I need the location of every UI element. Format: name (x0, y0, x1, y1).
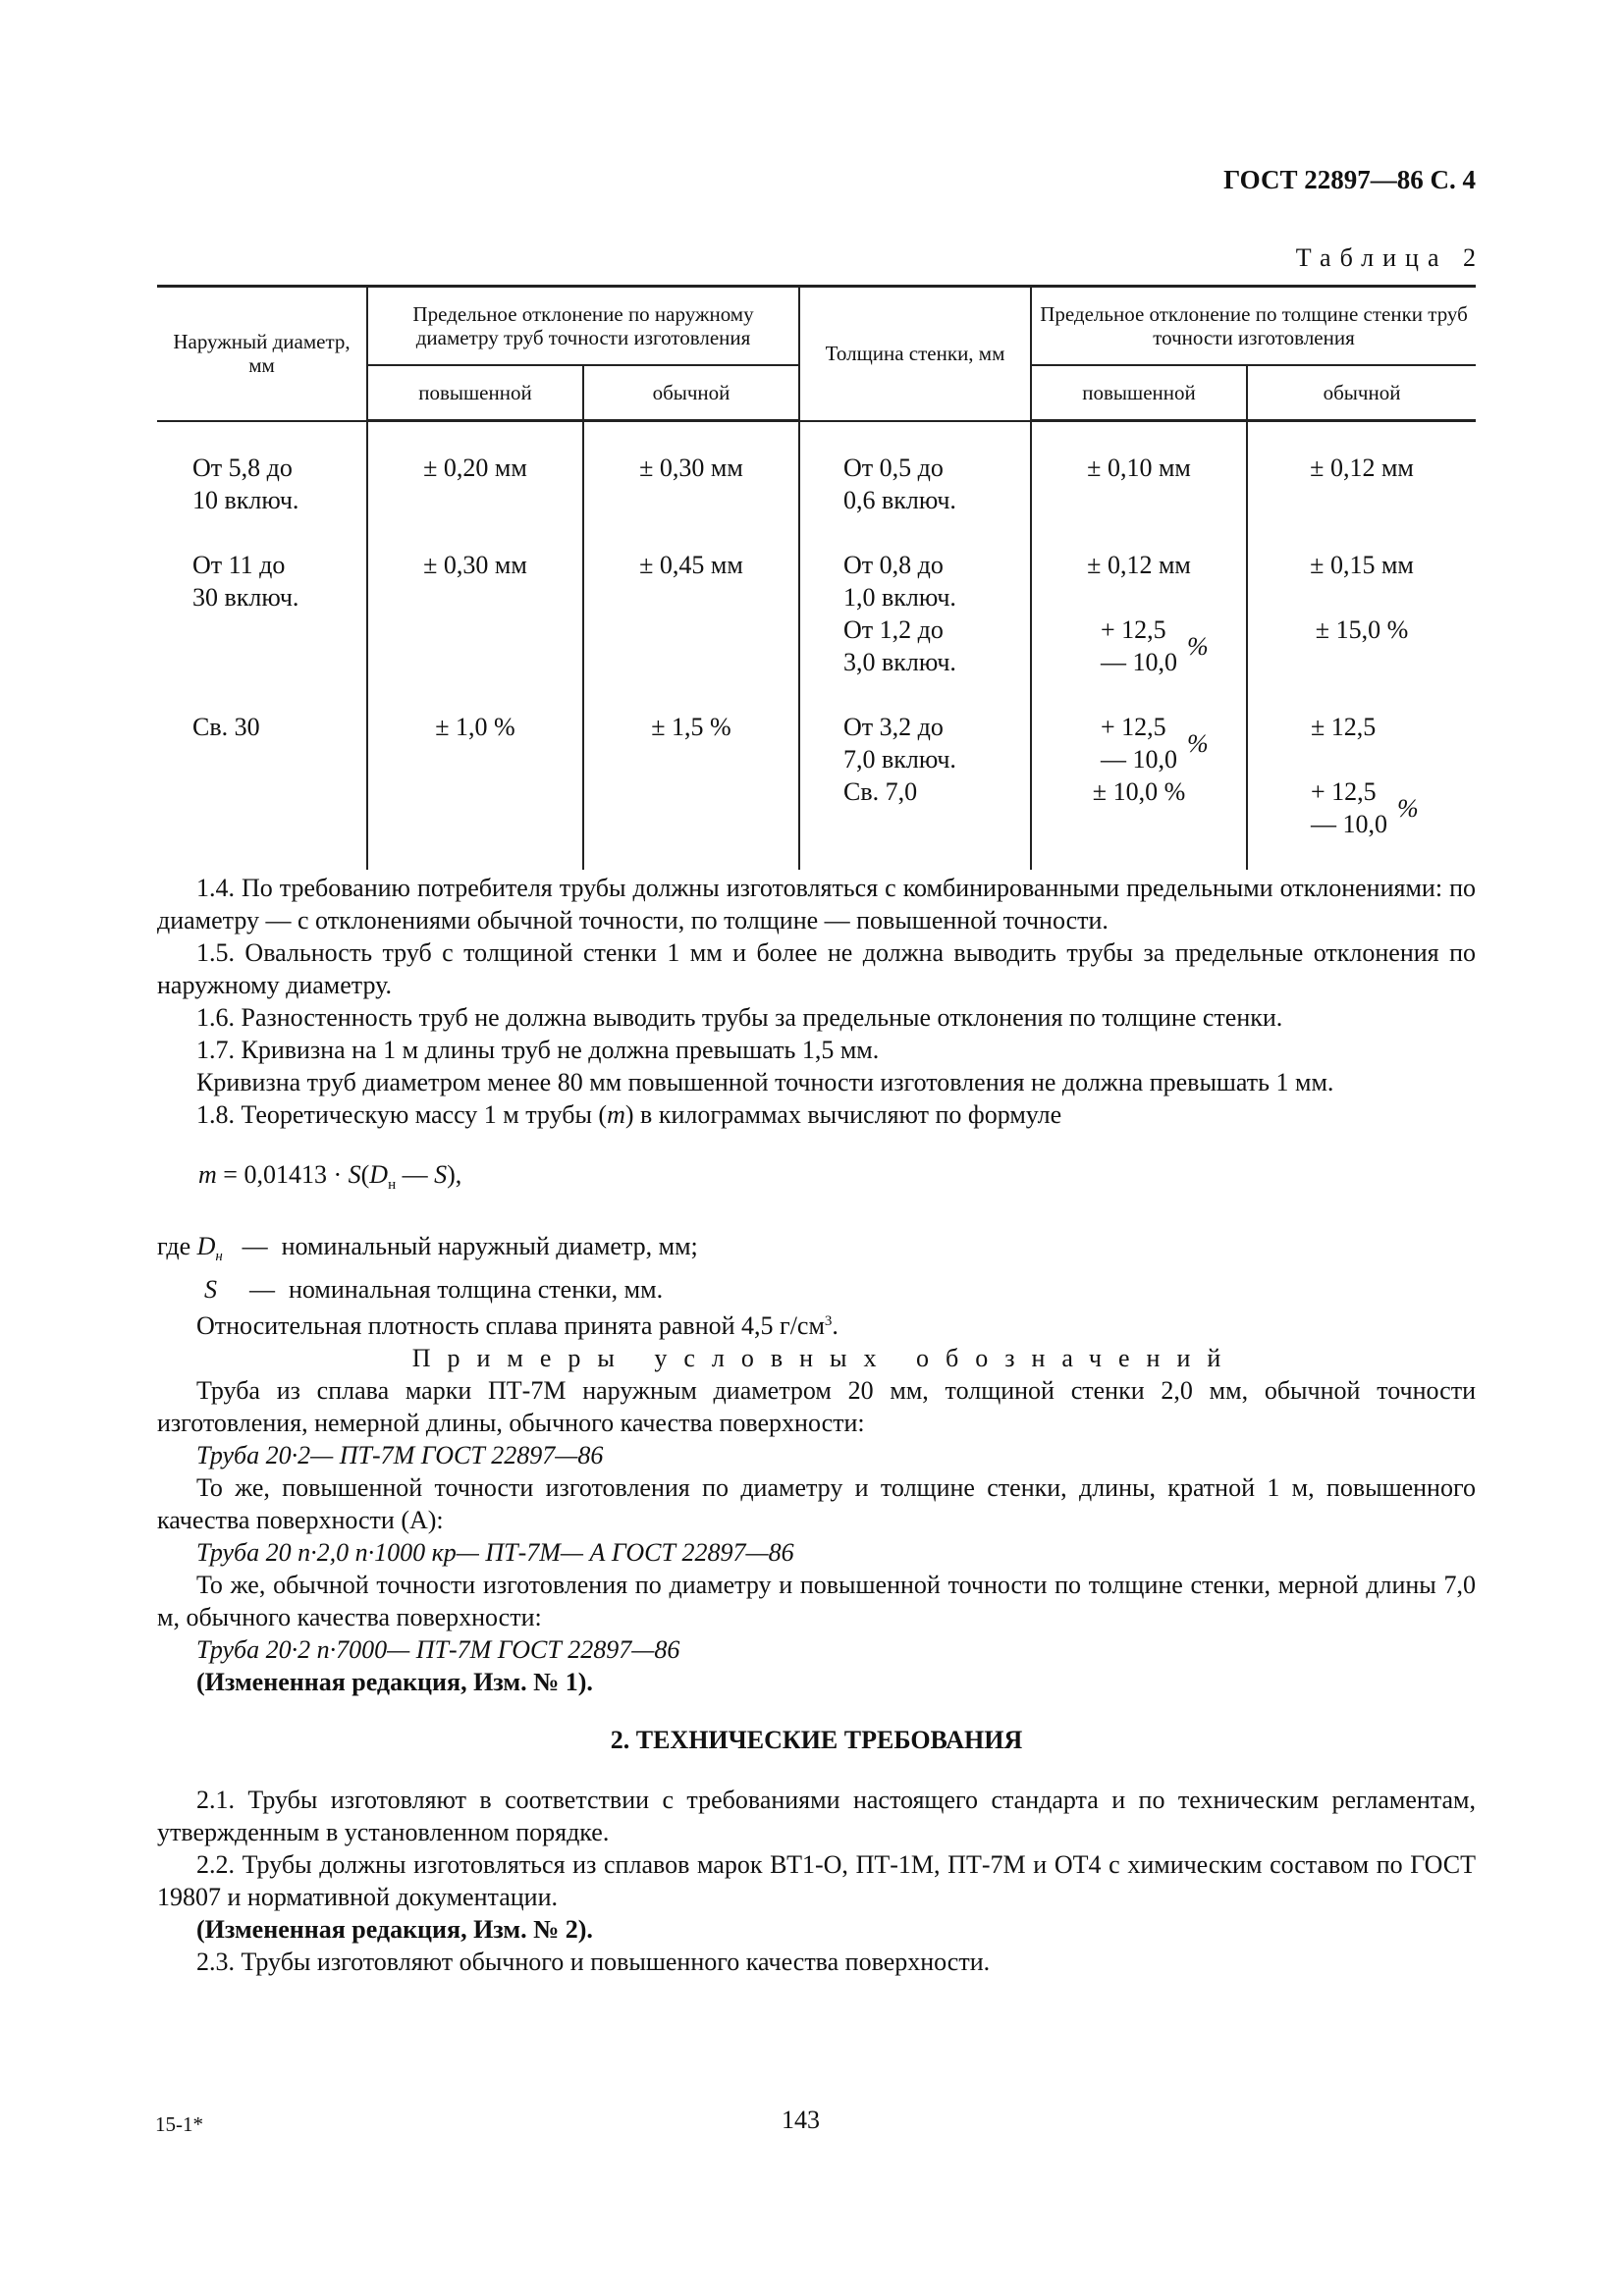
example-2: То же, повышенной точности изготовления по диаметру и толщине стенки, длины, кратной 1 м, повышенного качества поверхности (А): (157, 1473, 1476, 1534)
example-2-designation: Труба 20 п·2,0 п·1000 кр— ПТ-7М— А ГОСТ 22897—86 (196, 1538, 794, 1567)
diameter-range: От 11 до (192, 550, 286, 579)
formula-subscript: н (388, 1177, 397, 1193)
footer-sheet-mark: 15-1* (155, 2112, 203, 2136)
paragraph-density (157, 1306, 1476, 1342)
minus-tolerance: — 10,0 (1311, 809, 1388, 838)
header-increased: повышенной (1031, 365, 1247, 421)
legend-dash: — (242, 1232, 268, 1260)
text-fragment: . (832, 1311, 839, 1340)
text-fragment: Относительная плотность сплава принята равной 4,5 г/см (196, 1311, 825, 1340)
minus-tolerance: — 10,0 (1101, 744, 1178, 774)
diameter-range: 10 включ. (192, 485, 299, 514)
cell-value: ± 12,5 (1311, 712, 1377, 741)
paragraph-2-1: 2.1. Трубы изготовляют в соответствии с требованиями настоящего стандарта и по техническим регламентам, утвержденным в установленном порядке. (157, 1786, 1476, 1846)
mass-formula (198, 1158, 1476, 1201)
wall-range: Св. 7,0 (843, 776, 918, 806)
document-header: ГОСТ 22897—86 С. 4 (1223, 165, 1476, 194)
section-2-title: 2. ТЕХНИЧЕСКИЕ ТРЕБОВАНИЯ (610, 1726, 1023, 1754)
paragraph-2-2: 2.2. Трубы должны изготовляться из сплавов марок ВТ1-О, ПТ-1М, ПТ-7М и ОТ4 с химическим составом по ГОСТ 19807 и нормативной документации. (157, 1850, 1476, 1911)
minus-tolerance: — 10,0 (1101, 647, 1178, 676)
paragraph-1-7: 1.7. Кривизна на 1 м длины труб не должна превышать 1,5 мм. (196, 1036, 880, 1064)
revision-note-2: (Измененная редакция, Изм. № 2). (196, 1915, 593, 1944)
text-fragment: 1.8. Теоретическую массу 1 м трубы ( (196, 1100, 608, 1129)
wall-range: 3,0 включ. (843, 647, 956, 676)
formula-part: ), (447, 1160, 462, 1189)
cell-value: ± 15,0 % (1315, 614, 1409, 644)
wall-range: От 3,2 до (843, 712, 944, 741)
formula-part: = 0,01413 · (216, 1160, 349, 1189)
table-caption: Таблица 2 (1295, 243, 1485, 272)
legend-wall (157, 1273, 1476, 1306)
percent-sign: % (1397, 793, 1419, 823)
cell-value: ± 10,0 % (1092, 776, 1186, 806)
examples-title: Примеры условных обозначений (411, 1344, 1238, 1372)
wall-range: 0,6 включ. (843, 485, 956, 514)
example-3: То же, обычной точности изготовления по диаметру и повышенной точности по толщине стенки, мерной длины 7,0 м, обычного качества поверхности: (157, 1571, 1476, 1631)
wall-range: 1,0 включ. (843, 582, 956, 612)
header-outer-diameter: Наружный диаметр, мм (157, 287, 367, 421)
formula-m: m (198, 1160, 217, 1189)
paragraph-1-5: 1.5. Овальность труб с толщиной стенки 1 мм и более не должна выводить трубы за предельные отклонения по наружному диаметру. (157, 938, 1476, 999)
page-number: 143 (782, 2106, 820, 2134)
revision-note-1: (Измененная редакция, Изм. № 1). (196, 1668, 593, 1696)
paragraph-1-4: 1.4. По требованию потребителя трубы должны изготовляться с комбинированными предельными отклонениями: по диаметру — с отклонениями обычной точности, по толщине — повышенной точности. (157, 874, 1476, 934)
header-deviation-wall: Предельное отклонение по толщине стенки труб точности изготовления (1031, 287, 1476, 366)
cell-value: ± 0,20 мм (423, 454, 527, 482)
formula-d: D (369, 1160, 389, 1189)
header-normal: обычной (583, 365, 799, 421)
plus-tolerance: + 12,5 (1311, 776, 1377, 806)
legend-diameter (157, 1230, 1476, 1273)
cell-value: ± 0,30 мм (423, 550, 527, 579)
cell-value: ± 0,12 мм (1310, 454, 1414, 482)
percent-sign: % (1187, 728, 1209, 758)
table-row (157, 678, 1476, 775)
text-fragment: ) в килограммах вычисляют по формуле (624, 1100, 1062, 1129)
table-row (157, 516, 1476, 614)
legend-text: номинальная толщина стенки, мм. (289, 1275, 664, 1304)
wall-range: От 0,5 до (843, 453, 944, 482)
percent-sign: % (1187, 631, 1209, 661)
deviation-table (157, 285, 1476, 870)
example-1-designation: Труба 20·2— ПТ-7М ГОСТ 22897—86 (196, 1441, 604, 1469)
diameter-range: От 5,8 до (192, 453, 293, 482)
plus-tolerance: + 12,5 (1101, 712, 1166, 741)
header-wall-thickness: Толщина стенки, мм (799, 287, 1031, 421)
paragraph-2-3: 2.3. Трубы изготовляют обычного и повышенного качества поверхности. (196, 1948, 991, 1976)
cell-value: ± 0,45 мм (639, 550, 743, 579)
wall-range: От 1,2 до (843, 614, 944, 644)
diameter-range: Св. 30 (192, 712, 260, 741)
paragraph-1-6: 1.6. Разностенность труб не должна выводить трубы за предельные отклонения по толщине стенки. (196, 1003, 1283, 1032)
cell-value: ± 0,12 мм (1087, 550, 1191, 579)
paragraph-1-8 (157, 1098, 1476, 1131)
legend-dash: — (249, 1275, 275, 1304)
wall-range: 7,0 включ. (843, 744, 956, 774)
formula-part: — (396, 1160, 435, 1189)
header-increased: повышенной (367, 365, 583, 421)
cell-value: ± 0,15 мм (1310, 550, 1414, 579)
legend-symbol: S (204, 1275, 217, 1304)
document-body (157, 872, 1476, 1978)
cell-value: ± 1,0 % (435, 712, 515, 741)
header-normal: обычной (1247, 365, 1476, 421)
legend-symbol: D (196, 1232, 216, 1260)
cell-value: ± 1,5 % (651, 712, 731, 741)
symbol-m: m (607, 1100, 625, 1129)
table-row (157, 421, 1476, 516)
legend-subscript: н (215, 1249, 223, 1264)
cell-value: ± 0,30 мм (639, 454, 743, 482)
diameter-range: 30 включ. (192, 582, 299, 612)
header-deviation-outer: Предельное отклонение по наружному диаметру труб точности изготовления (367, 287, 799, 366)
legend-text: номинальный наружный диаметр, мм; (281, 1232, 698, 1260)
formula-s: S (348, 1160, 361, 1189)
cell-value: ± 0,10 мм (1087, 454, 1191, 482)
example-3-designation: Труба 20·2 п·7000— ПТ-7М ГОСТ 22897—86 (196, 1635, 680, 1664)
legend-where: где (157, 1232, 191, 1260)
formula-s: S (434, 1160, 448, 1189)
plus-tolerance: + 12,5 (1101, 614, 1166, 644)
formula-part: ( (360, 1160, 370, 1189)
paragraph-curvature: Кривизна труб диаметром менее 80 мм повышенной точности изготовления не должна превышать 1 мм. (196, 1068, 1334, 1096)
superscript: 3 (824, 1313, 833, 1329)
example-1: Труба из сплава марки ПТ-7М наружным диаметром 20 мм, толщиной стенки 2,0 мм, обычной точности изготовления, немерной длины, обычного качества поверхности: (157, 1376, 1476, 1437)
wall-range: От 0,8 до (843, 550, 944, 579)
